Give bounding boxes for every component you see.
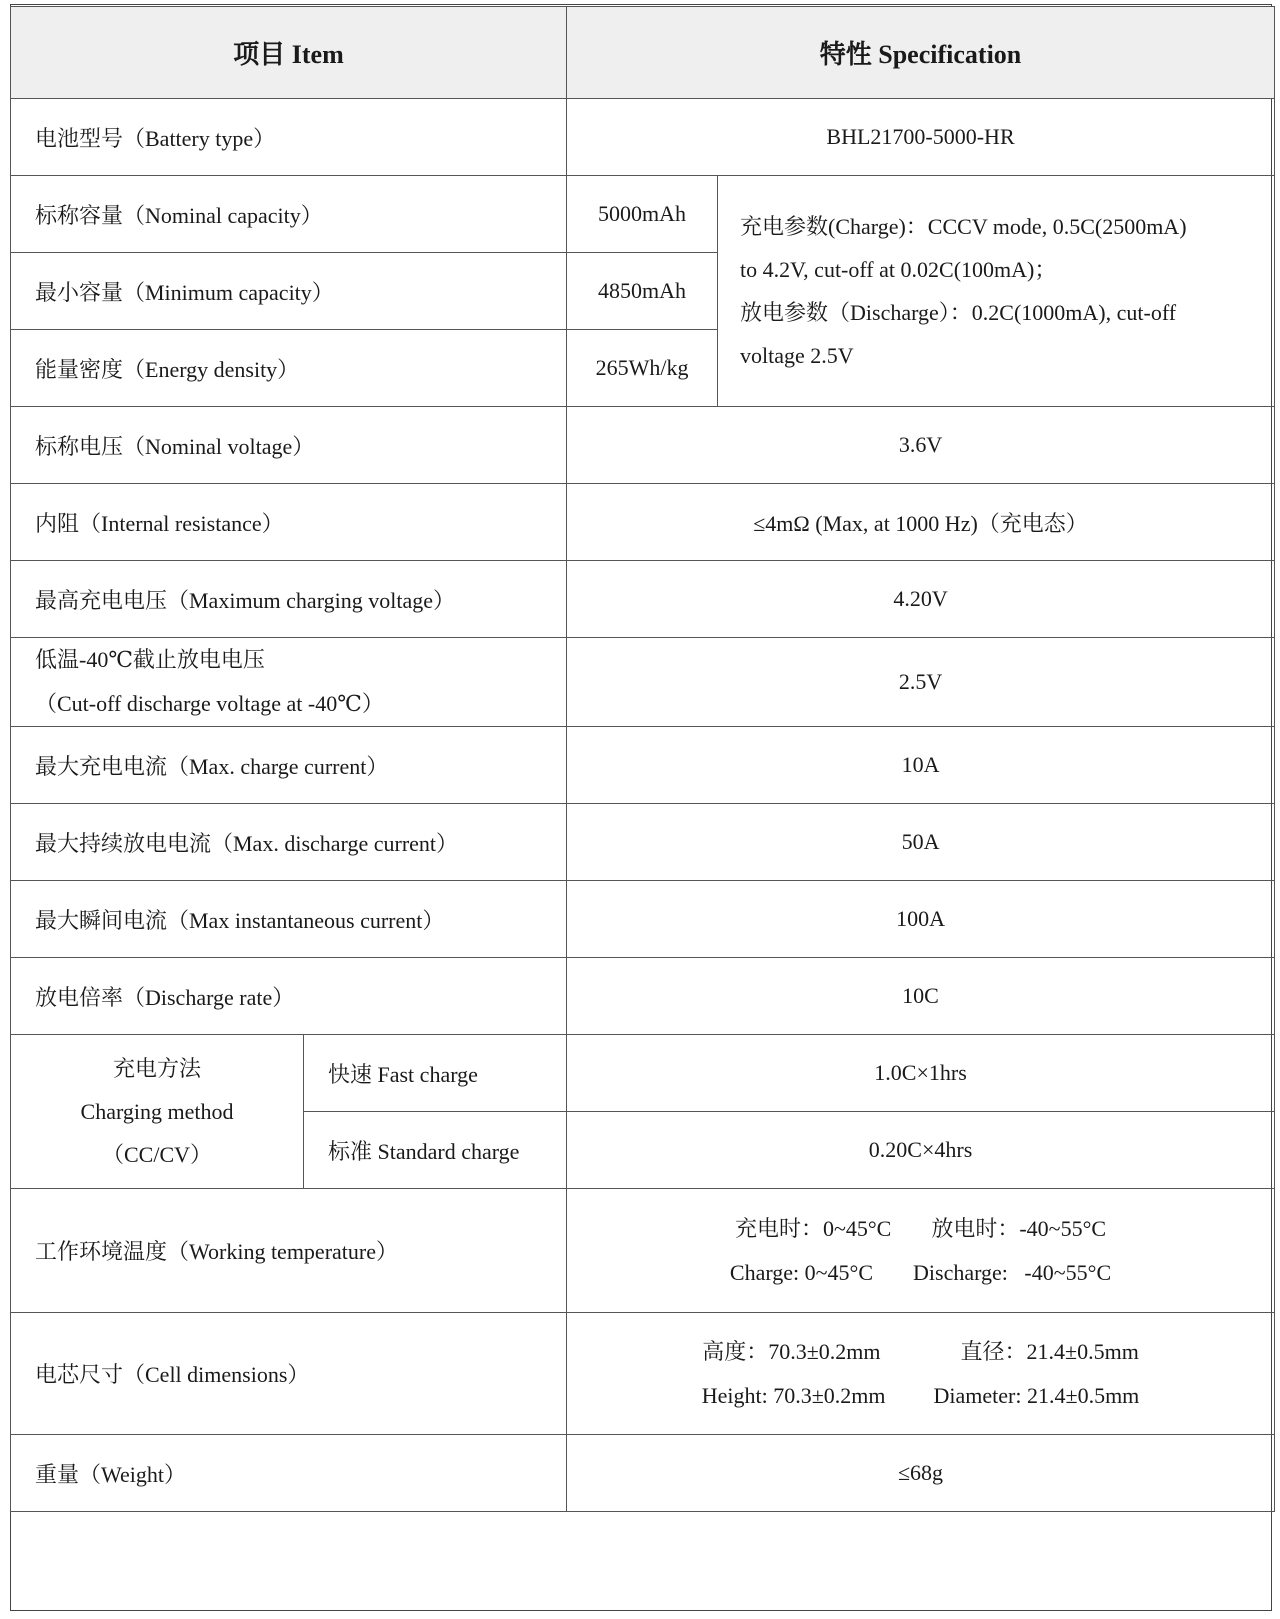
row-label	[11, 638, 567, 727]
row-label-line: 低温-40℃截止放电电压	[35, 647, 265, 672]
charging-method-line: 充电方法	[112, 1056, 201, 1081]
test-conditions-note	[718, 176, 1275, 407]
fast-charge-label: 快速 Fast charge	[304, 1035, 567, 1112]
temp-discharge-en: Discharge: -40~55°C	[913, 1259, 1112, 1285]
row-value: 3.6V	[567, 407, 1275, 484]
row-value: 4850mAh	[567, 253, 718, 330]
test-condition-line: to 4.2V, cut-off at 0.02C(100mA)；	[740, 257, 1057, 282]
row-label: 最大瞬间电流（Max instantaneous current）	[11, 881, 567, 958]
row-value: BHL21700-5000-HR	[567, 99, 1275, 176]
temperature-en-line	[567, 1251, 1274, 1295]
table-row	[11, 1035, 1275, 1112]
row-value: 50A	[567, 804, 1275, 881]
row-label: 内阻（Internal resistance）	[11, 484, 567, 561]
row-label: 标称容量（Nominal capacity）	[11, 176, 567, 253]
row-value: 10C	[567, 958, 1275, 1035]
table-header-row	[11, 7, 1275, 99]
temp-charge-cn: 充电时：0~45°C	[734, 1215, 892, 1241]
row-value: 10A	[567, 727, 1275, 804]
row-value: 5000mAh	[567, 176, 718, 253]
row-label: 最小容量（Minimum capacity）	[11, 253, 567, 330]
standard-charge-value: 0.20C×4hrs	[567, 1112, 1275, 1189]
temperature-cn-line	[567, 1207, 1274, 1251]
test-condition-line: 充电参数(Charge)：CCCV mode, 0.5C(2500mA)	[740, 214, 1187, 239]
test-condition-line: 放电参数（Discharge）：0.2C(1000mA), cut-off	[740, 300, 1177, 325]
row-label-line: （Cut-off discharge voltage at -40℃）	[35, 691, 384, 716]
temp-charge-en: Charge: 0~45°C	[729, 1259, 874, 1285]
row-value	[567, 1313, 1275, 1435]
header-spec: 特性 Specification	[567, 7, 1275, 99]
header-item: 项目 Item	[11, 7, 567, 99]
table-row	[11, 561, 1275, 638]
table-row	[11, 958, 1275, 1035]
row-label: 最高充电电压（Maximum charging voltage）	[11, 561, 567, 638]
table-row	[11, 1435, 1275, 1512]
charging-method-line: （CC/CV）	[101, 1142, 213, 1167]
dimensions-cn-line	[567, 1330, 1274, 1374]
row-value: ≤68g	[567, 1435, 1275, 1512]
table-row	[11, 727, 1275, 804]
row-label: 能量密度（Energy density）	[11, 330, 567, 407]
height-cn: 高度：70.3±0.2mm	[702, 1338, 881, 1364]
row-label: 标称电压（Nominal voltage）	[11, 407, 567, 484]
table-row	[11, 881, 1275, 958]
row-label: 电池型号（Battery type）	[11, 99, 567, 176]
row-value: ≤4mΩ (Max, at 1000 Hz)（充电态）	[567, 484, 1275, 561]
test-condition-line: voltage 2.5V	[740, 343, 854, 368]
row-label: 最大充电电流（Max. charge current）	[11, 727, 567, 804]
row-value	[567, 1189, 1275, 1313]
fast-charge-value: 1.0C×1hrs	[567, 1035, 1275, 1112]
table-row	[11, 484, 1275, 561]
diameter-cn: 直径：21.4±0.5mm	[960, 1338, 1139, 1364]
table-row	[11, 638, 1275, 727]
diameter-en: Diameter: 21.4±0.5mm	[933, 1382, 1140, 1408]
height-en: Height: 70.3±0.2mm	[701, 1382, 886, 1408]
row-value: 2.5V	[567, 638, 1275, 727]
dimensions-en-line	[567, 1374, 1274, 1418]
table-row	[11, 804, 1275, 881]
row-value: 265Wh/kg	[567, 330, 718, 407]
standard-charge-label: 标准 Standard charge	[304, 1112, 567, 1189]
table-row	[11, 1313, 1275, 1435]
row-value: 4.20V	[567, 561, 1275, 638]
row-label: 重量（Weight）	[11, 1435, 567, 1512]
row-value: 100A	[567, 881, 1275, 958]
charging-method-label	[11, 1035, 304, 1189]
row-label: 放电倍率（Discharge rate）	[11, 958, 567, 1035]
row-label: 工作环境温度（Working temperature）	[11, 1189, 567, 1313]
row-label: 电芯尺寸（Cell dimensions）	[11, 1313, 567, 1435]
temp-discharge-cn: 放电时：-40~55°C	[931, 1215, 1107, 1241]
spec-table	[10, 6, 1275, 1512]
table-row	[11, 407, 1275, 484]
charging-method-line: Charging method	[80, 1099, 234, 1124]
table-row	[11, 1189, 1275, 1313]
table-row	[11, 99, 1275, 176]
row-label: 最大持续放电电流（Max. discharge current）	[11, 804, 567, 881]
table-row	[11, 176, 1275, 253]
